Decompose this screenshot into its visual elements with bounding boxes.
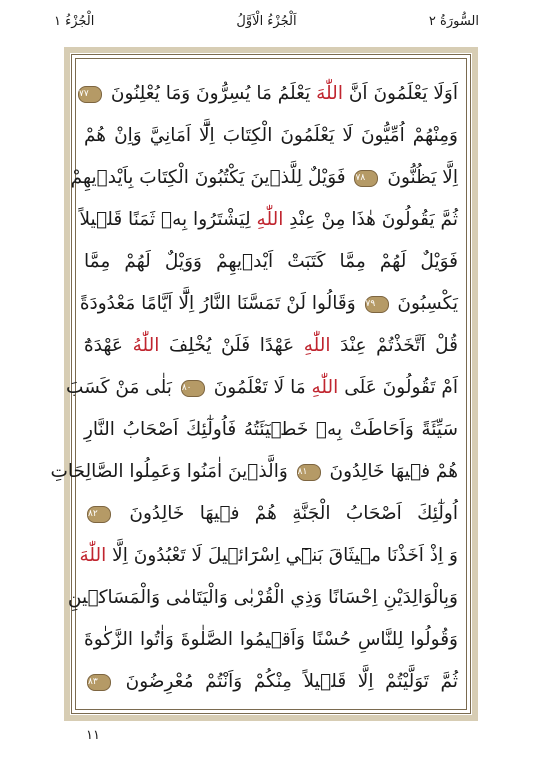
verse-text: ثُمَّ يَقُولُونَ هٰذَا مِنْ عِنْدِ — [283, 209, 458, 230]
verse-line — [84, 241, 458, 283]
verse-text: هُمْ فٖيهَا خَالِدُونَ — [323, 461, 458, 482]
divine-name: اللّٰهِ — [311, 377, 339, 398]
verse-line — [84, 661, 458, 703]
verse-line — [84, 115, 458, 157]
verse-text: يَعْلَمُ مَا يُسِرُّونَ وَمَا يُعْلِنُونَ — [105, 83, 317, 104]
surah-label: السُّورَةُ ٢ — [428, 14, 479, 29]
verse-text: فَوَيْلٌ لِلَّذٖينَ يَكْتُبُونَ الْكِتَابَ بِاَيْدٖيهِمْ — [70, 167, 352, 188]
divine-name: اللّٰهُ — [132, 335, 160, 356]
verse-text: وَبِالْوَالِدَيْنِ اِحْسَانًا وَذِي الْقُرْبٰى وَالْيَتَامٰى وَالْمَسَاكٖينِ — [67, 587, 458, 608]
verse-line — [79, 535, 458, 577]
verse-text: وَمِنْهُمْ اُمِّيُّونَ لَا يَعْلَمُونَ الْكِتَابَ اِلَّٓا اَمَانِيَّ وَاِنْ هُمْ — [84, 125, 458, 146]
verse-text: عَهْدًا فَلَنْ يُخْلِفَ — [159, 335, 304, 356]
page-frame — [50, 47, 478, 721]
verse-line — [84, 493, 458, 535]
verse-number-medallion: ٧٨ — [354, 170, 378, 187]
verse-line — [84, 325, 458, 367]
juz-title: اَلْجُزْءُ الْاَوَّلُ — [236, 14, 297, 29]
verse-text: اِلَّا يَظُنُّونَ — [381, 167, 458, 188]
verse-text: مَا لَا تَعْلَمُونَ — [207, 377, 312, 398]
verse-text: وَالَّذٖينَ اٰمَنُوا وَعَمِلُوا الصَّالِحَاتِ — [50, 461, 294, 482]
verse-number-medallion: ٨٣ — [87, 674, 111, 691]
verse-text: اَمْ تَقُولُونَ عَلَى — [338, 377, 458, 398]
quran-text-area — [50, 73, 459, 703]
verse-text: اَوَلَا يَعْلَمُونَ اَنَّ — [342, 83, 458, 104]
divine-name: اللّٰهَ — [316, 83, 343, 104]
verse-line — [84, 409, 458, 451]
verse-number-medallion: ٧٧ — [78, 86, 102, 103]
verse-line — [79, 73, 458, 115]
verse-line — [79, 283, 458, 325]
verse-line — [84, 619, 458, 661]
verse-line — [50, 451, 458, 493]
verse-text: يَكْسِبُونَ — [391, 293, 458, 314]
verse-text: فَوَيْلٌ لَهُمْ مِمَّا كَتَبَتْ اَيْدٖيهِمْ وَوَيْلٌ لَهُمْ مِمَّا — [84, 251, 458, 272]
verse-text: سَيِّئَةً وَاَحَاطَتْ بِهٖ خَطٖيٓئَتُهُ فَاُولٰٓئِكَ اَصْحَابُ النَّارِ — [84, 419, 458, 440]
verse-line — [79, 199, 458, 241]
verse-text: وَقَالُوا لَنْ تَمَسَّنَا النَّارُ اِلَّٓا اَيَّامًا مَعْدُودَةً — [79, 293, 362, 314]
verse-line — [66, 367, 458, 409]
juz-number: الْجُزْءُ ١ — [54, 14, 95, 29]
verse-number-medallion: ٧٩ — [365, 296, 389, 313]
page-number: ١١ — [86, 728, 100, 743]
verse-number-medallion: ٨٢ — [87, 506, 111, 523]
divine-name: اللّٰهَ — [79, 545, 107, 566]
verse-text: وَقُولُوا لِلنَّاسِ حُسْنًا وَاَقٖيمُوا الصَّلٰوةَ وَاٰتُوا الزَّكٰوةَ — [84, 629, 458, 650]
verse-number-medallion: ٨٠ — [181, 380, 205, 397]
verse-text: قُلْ اَتَّخَذْتُمْ عِنْدَ — [330, 335, 459, 356]
verse-text: عَهْدَهُٓ — [84, 335, 133, 356]
verse-number-medallion: ٨١ — [297, 464, 321, 481]
page-header — [54, 14, 479, 38]
verse-text: بَلٰى مَنْ كَسَبَ — [66, 377, 178, 398]
verse-text: ثُمَّ تَوَلَّيْتُمْ اِلَّا قَلٖيلاً مِنْكُمْ وَاَنْتُمْ مُعْرِضُونَ — [114, 671, 458, 692]
divine-name: اللّٰهِ — [303, 335, 331, 356]
verse-text: اُولٰٓئِكَ اَصْحَابُ الْجَنَّةِ هُمْ فٖيهَا خَالِدُونَ — [114, 503, 458, 524]
verse-text: لِيَشْتَرُوا بِهٖ ثَمَنًا قَلٖيلاً — [79, 209, 257, 230]
divine-name: اللّٰهِ — [256, 209, 284, 230]
verse-line — [70, 157, 458, 199]
verse-text: وَ اِذْ اَخَذْنَا مٖيثَاقَ بَنٖٓي اِسْرَٓائٖيلَ لَا تَعْبُدُونَ اِلَّا — [106, 545, 458, 566]
verse-line — [67, 577, 458, 619]
